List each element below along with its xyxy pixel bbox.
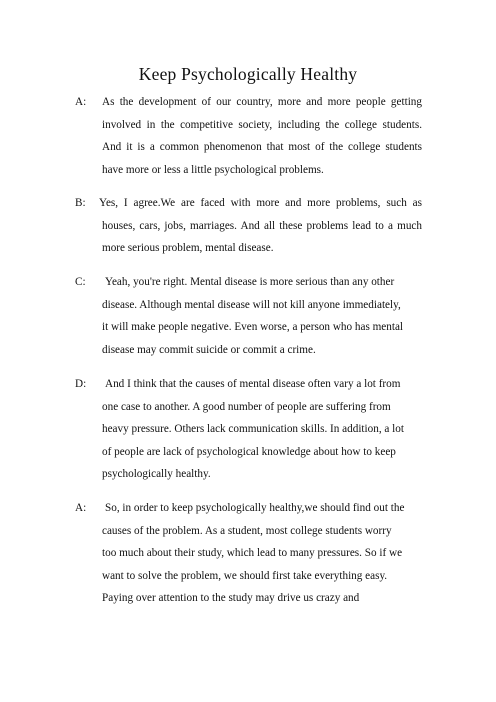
paragraph-line: So, in order to keep psychologically healthy,we should find out the xyxy=(105,502,405,514)
paragraph-line: And it is a common phenomenon that most of the college students xyxy=(102,141,422,153)
speaker-label: C: xyxy=(75,276,86,288)
paragraph-line: Paying over attention to the study may drive us crazy and xyxy=(102,592,360,604)
speaker-label: A: xyxy=(75,96,87,108)
document-title: Keep Psychologically Healthy xyxy=(138,64,358,84)
paragraph-line: of people are lack of psychological knowledge about how to keep xyxy=(102,445,396,458)
paragraph-line: Yeah, you're right. Mental disease is more serious than any other xyxy=(105,276,395,288)
paragraph-line: psychologically healthy. xyxy=(102,468,211,480)
paragraph-line: more serious problem, mental disease. xyxy=(102,242,274,254)
paragraph-line: one case to another. A good number of people are suffering from xyxy=(102,400,391,413)
paragraph-line: too much about their study, which lead to many pressures. So if we xyxy=(102,547,403,559)
paragraph-line: heavy pressure. Others lack communication skills. In addition, a lot xyxy=(102,423,404,435)
speaker-label: A: xyxy=(75,502,87,514)
paragraph-line: Yes, I agree.We are faced with more and more problems, such as xyxy=(99,197,422,209)
paragraph-line: As the development of our country, more and more people getting xyxy=(102,96,422,108)
paragraph-line: And I think that the causes of mental disease often vary a lot from xyxy=(105,378,401,390)
paragraph-line: causes of the problem. As a student, most college students worry xyxy=(102,524,392,537)
paragraph-line: want to solve the problem, we should first take everything easy. xyxy=(102,569,388,582)
paragraph-line: have more or less a little psychological problems. xyxy=(102,163,324,176)
paragraph-line: houses, cars, jobs, marriages. And all these problems lead to a much xyxy=(102,219,422,232)
speaker-label: D: xyxy=(75,378,87,390)
paragraph-line: involved in the competitive society, including the college students. xyxy=(102,118,422,131)
paragraph-line: disease. Although mental disease will not kill anyone immediately, xyxy=(102,298,401,311)
paragraph-line: it will make people negative. Even worse, a person who has mental xyxy=(102,321,404,333)
speaker-label: B: xyxy=(75,197,86,209)
paragraph-line: disease may commit suicide or commit a crime. xyxy=(102,343,316,356)
